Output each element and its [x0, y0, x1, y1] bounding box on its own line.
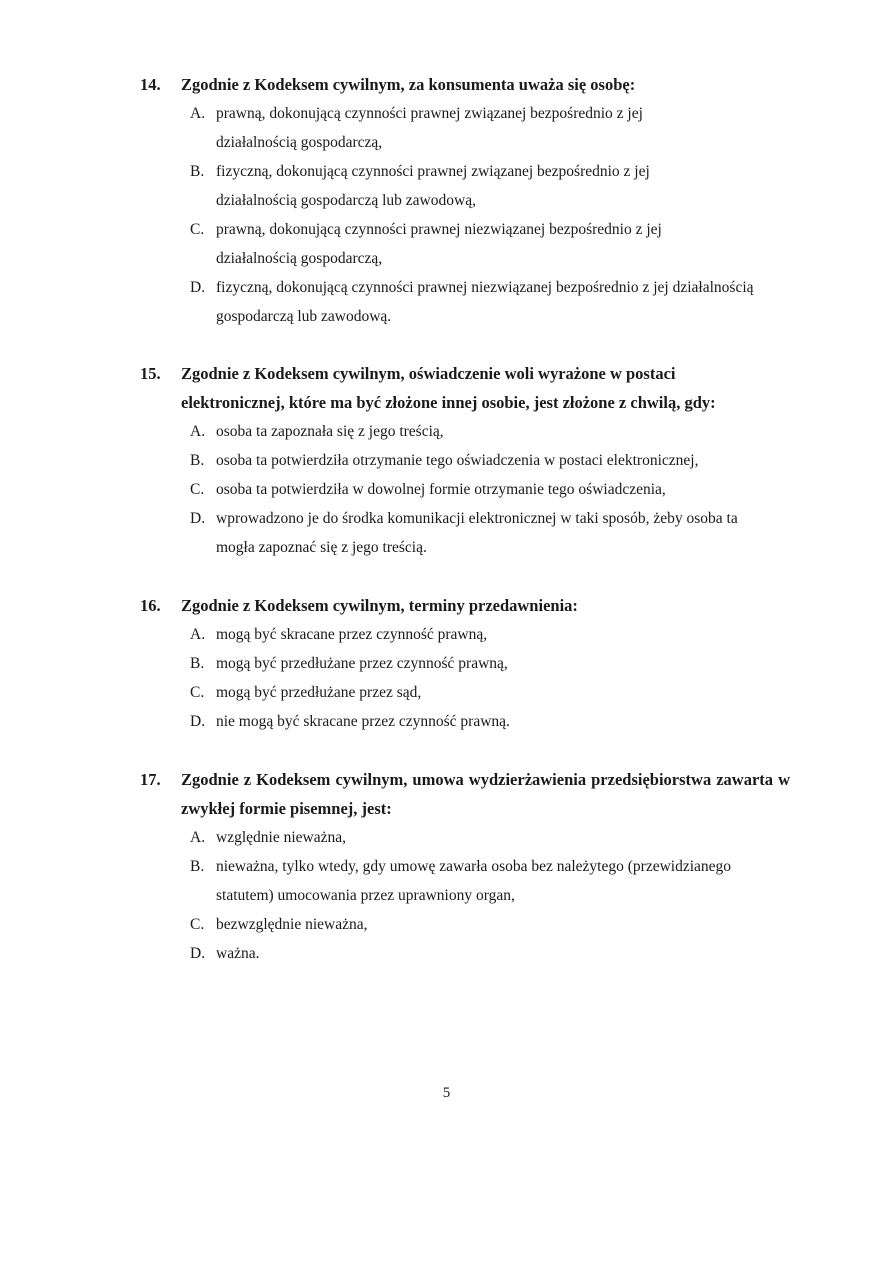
answer-option-c — [190, 910, 790, 939]
option-text: bezwzględnie nieważna, — [216, 916, 368, 933]
answer-option-d — [190, 273, 790, 331]
answer-option-b — [190, 852, 790, 910]
answer-option-c — [190, 215, 710, 273]
answer-option-d — [190, 707, 790, 736]
question-number: 14. — [140, 75, 161, 94]
answer-option-b — [190, 157, 690, 215]
option-text: osoba ta zapoznała się z jego treścią, — [216, 423, 444, 440]
question-number: 17. — [140, 770, 161, 789]
option-text: ważna. — [216, 945, 260, 962]
question-text: Zgodnie z Kodeksem cywilnym, terminy przedawnienia: — [181, 596, 578, 615]
answer-options — [190, 99, 790, 331]
page-number: 5 — [442, 1085, 451, 1101]
option-text: mogą być skracane przez czynność prawną, — [216, 626, 488, 643]
option-text: nieważna, tylko wtedy, gdy umowę zawarła osoba bez należytego (przewidzianego statutem) umocowania przez uprawniony organ, — [216, 858, 732, 904]
question-text: Zgodnie z Kodeksem cywilnym, za konsumenta uważa się osobę: — [181, 75, 636, 94]
answer-option-a — [190, 417, 790, 446]
option-letter: B. — [190, 858, 205, 875]
question-number: 16. — [140, 596, 161, 615]
option-letter: C. — [190, 916, 205, 933]
answer-option-d — [190, 504, 780, 562]
answer-option-c — [190, 678, 790, 707]
question-15 — [140, 359, 790, 562]
option-letter: C. — [190, 481, 205, 498]
answer-option-a — [190, 823, 790, 852]
question-header — [140, 591, 790, 620]
question-17 — [140, 765, 790, 968]
question-header — [140, 765, 790, 823]
question-14 — [140, 70, 790, 331]
question-header — [140, 359, 760, 417]
option-text: prawną, dokonującą czynności prawnej związanej bezpośrednio z jej działalnością gospodarczą, — [216, 105, 643, 151]
option-letter: A. — [190, 626, 206, 643]
answer-option-a — [190, 620, 790, 649]
question-number: 15. — [140, 364, 161, 383]
question-header — [140, 70, 790, 99]
answer-option-b — [190, 649, 790, 678]
option-text: osoba ta potwierdziła w dowolnej formie otrzymanie tego oświadczenia, — [216, 481, 666, 498]
option-letter: A. — [190, 829, 206, 846]
question-16 — [140, 591, 790, 736]
option-letter: B. — [190, 452, 205, 469]
option-text: nie mogą być skracane przez czynność prawną. — [216, 713, 510, 730]
answer-options — [190, 417, 790, 562]
option-text: osoba ta potwierdziła otrzymanie tego oświadczenia w postaci elektronicznej, — [216, 452, 699, 469]
answer-option-d — [190, 939, 790, 968]
option-letter: D. — [190, 279, 206, 296]
option-letter: C. — [190, 221, 205, 238]
option-text: względnie nieważna, — [216, 829, 346, 846]
option-letter: A. — [190, 423, 206, 440]
answer-options — [190, 823, 790, 968]
option-letter: D. — [190, 945, 206, 962]
answer-option-b — [190, 446, 790, 475]
option-letter: D. — [190, 713, 206, 730]
option-text: prawną, dokonującą czynności prawnej niezwiązanej bezpośrednio z jej działalnością gospodarczą, — [216, 221, 662, 267]
option-letter: D. — [190, 510, 206, 527]
option-text: fizyczną, dokonującą czynności prawnej niezwiązanej bezpośrednio z jej działalnością gospodarczą lub zawodową. — [216, 279, 754, 325]
answer-option-a — [190, 99, 680, 157]
option-letter: A. — [190, 105, 206, 122]
option-text: mogą być przedłużane przez czynność prawną, — [216, 655, 508, 672]
question-text: Zgodnie z Kodeksem cywilnym, oświadczenie woli wyrażone w postaci elektronicznej, które ma być złożone innej osobie, jest złożone z chwilą, gdy: — [181, 364, 716, 412]
option-letter: C. — [190, 684, 205, 701]
option-letter: B. — [190, 655, 205, 672]
option-text: fizyczną, dokonującą czynności prawnej związanej bezpośrednio z jej działalnością gospodarczą lub zawodową, — [216, 163, 650, 209]
answer-option-c — [190, 475, 790, 504]
question-text: Zgodnie z Kodeksem cywilnym, umowa wydzierżawienia przedsiębiorstwa zawarta w zwykłej formie pisemnej, jest: — [181, 770, 790, 818]
option-letter: B. — [190, 163, 205, 180]
answer-options — [190, 620, 790, 736]
option-text: wprowadzono je do środka komunikacji elektronicznej w taki sposób, żeby osoba ta mogła zapoznać się z jego treścią. — [216, 510, 738, 556]
option-text: mogą być przedłużane przez sąd, — [216, 684, 422, 701]
